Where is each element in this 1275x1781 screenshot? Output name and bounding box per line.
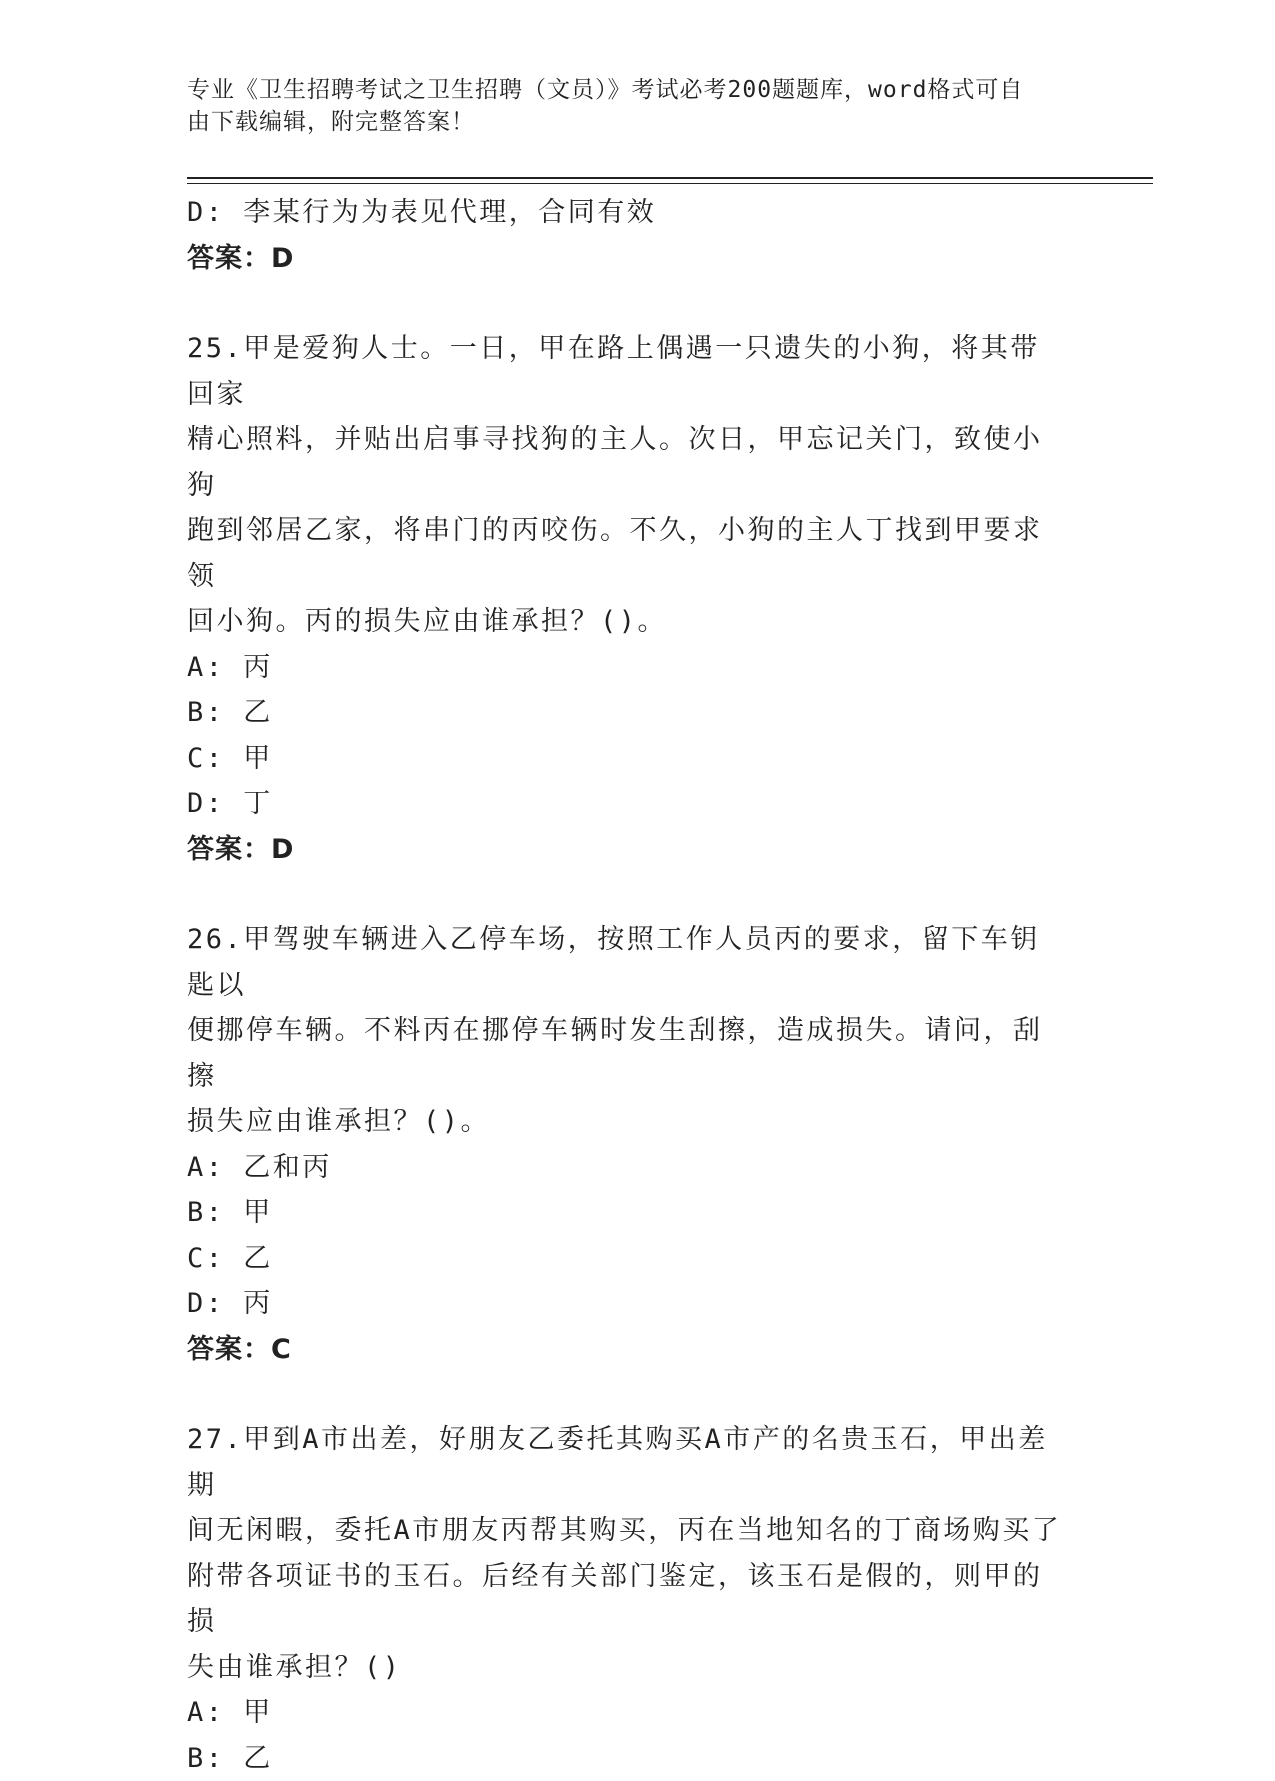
option-a: A: 甲 [187,1690,1067,1736]
previous-question-tail [187,190,1067,281]
answer-line: 答案：C [187,1327,1067,1373]
question-stem-line: 27.甲到A市出差，好朋友乙委托其购买A市产的名贵玉石，甲出差期 [187,1417,1067,1508]
question-stem-line: 间无闲暇，委托A市朋友丙帮其购买，丙在当地知名的丁商场购买了 [187,1508,1067,1554]
question-stem-line: 损失应由谁承担？()。 [187,1099,1067,1145]
header-divider [187,183,1153,184]
question-stem-line: 失由谁承担？() [187,1645,1067,1691]
question-stem-line: 25.甲是爱狗人士。一日，甲在路上偶遇一只遗失的小狗，将其带回家 [187,326,1067,417]
header-line: 由下载编辑，附完整答案！ [187,106,1067,138]
question-content [187,190,1067,1781]
option-d: D: 丙 [187,1281,1067,1327]
option-d: D: 丁 [187,781,1067,827]
option-b: B: 乙 [187,1736,1067,1781]
question-26 [187,917,1067,1372]
question-stem-line: 26.甲驾驶车辆进入乙停车场，按照工作人员丙的要求，留下车钥匙以 [187,917,1067,1008]
option-d: D: 李某行为为表见代理，合同有效 [187,190,1067,236]
option-a: A: 丙 [187,645,1067,691]
answer-line: 答案：D [187,236,1067,282]
option-b: B: 甲 [187,1190,1067,1236]
question-stem-line: 精心照料，并贴出启事寻找狗的主人。次日，甲忘记关门，致使小狗 [187,417,1067,508]
question-stem-line: 附带各项证书的玉石。后经有关部门鉴定，该玉石是假的，则甲的损 [187,1554,1067,1645]
answer-line: 答案：D [187,827,1067,873]
question-stem-line: 回小狗。丙的损失应由谁承担？()。 [187,599,1067,645]
document-header [187,74,1067,138]
option-c: C: 甲 [187,736,1067,782]
question-27 [187,1417,1067,1781]
question-25 [187,326,1067,872]
option-a: A: 乙和丙 [187,1145,1067,1191]
header-divider [187,177,1153,179]
option-b: B: 乙 [187,690,1067,736]
question-stem-line: 便挪停车辆。不料丙在挪停车辆时发生刮擦，造成损失。请问，刮擦 [187,1008,1067,1099]
question-stem-line: 跑到邻居乙家，将串门的丙咬伤。不久，小狗的主人丁找到甲要求领 [187,508,1067,599]
header-line: 专业《卫生招聘考试之卫生招聘（文员）》考试必考200题题库，word格式可自 [187,74,1067,106]
option-c: C: 乙 [187,1236,1067,1282]
